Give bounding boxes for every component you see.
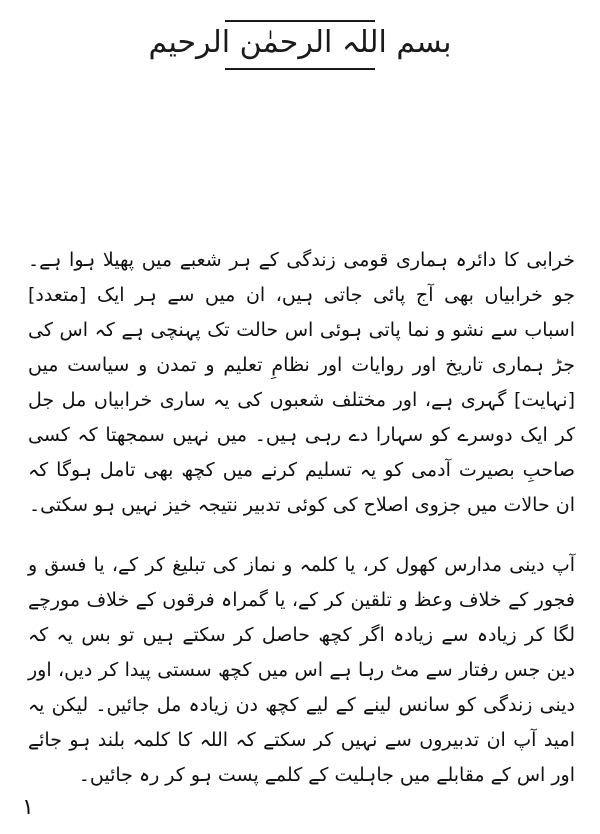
bismillah-heading [0,18,600,68]
bismillah-text: بسم اللہ الرحمٰن الرحیم [148,25,452,60]
heading-ornament-bottom [225,68,375,70]
heading-ornament-top [225,20,375,22]
paragraph-1: خرابی کا دائرہ ہماری قومی زندگی کے ہر شعبے میں پھیلا ہوا ہے۔ جو خرابیاں بھی آج پائی جاتی ہیں، ان میں سے ہر ایک [متعدد] اسباب سے نشو و نما پاتی ہوئی اس حالت تک پہنچی ہے کہ اس کی جڑ ہماری تاریخ اور روایات اور نظامِ تعلیم و تمدن و سیاست میں [نہایت] گہری ہے، اور مختلف شعبوں کی یہ ساری خرابیاں مل جل کر ایک دوسرے کو سہارا دے رہی ہیں۔ میں نہیں سمجھتا کہ کسی صاحبِ بصیرت آدمی کو یہ تسلیم کرنے میں کچھ بھی تامل ہوگا کہ ان حالات میں جزوی اصلاح کی کوئی تدبیر نتیجہ خیز نہیں ہو سکتی۔ [28,249,575,516]
paragraph-2: آپ دینی مدارس کھول کر، یا کلمہ و نماز کی تبلیغ کر کے، یا فسق و فجور کے خلاف وعظ و تلقین کر کے، یا گمراہ فرقوں کے خلاف مورچے لگا کر زیادہ سے زیادہ اگر کچھ حاصل کر سکتے ہیں تو بس یہ کہ دین جس رفتار سے مٹ رہا ہے اس میں کچھ سستی پیدا کر دیں، اور دینی زندگی کو سانس لینے کے لیے کچھ دن زیادہ مل جائیں۔ لیکن یہ امید آپ ان تدبیروں سے نہیں کر سکتے کہ اللہ کا کلمہ بلند ہو جائے اور اس کے مقابلے میں جاہلیت کے کلمے پست ہو کر رہ جائیں۔ [28,554,575,786]
page-number: ١ [22,795,34,820]
